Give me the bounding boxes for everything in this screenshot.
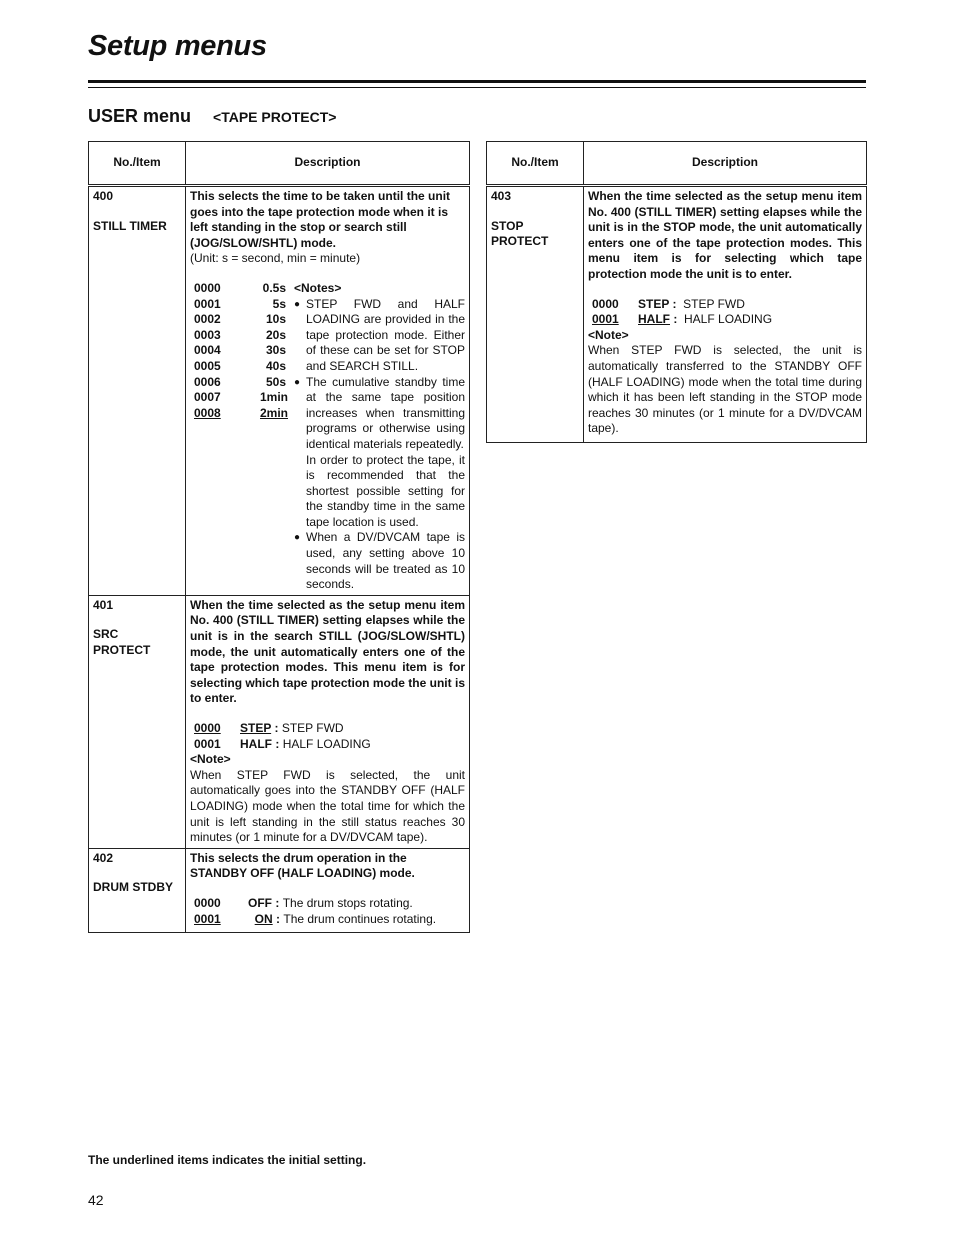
item-number: 400 bbox=[93, 189, 114, 203]
note-continuation: In order to protect the tape, it is recommended that the shortest possible setting for the standby time in the same tape location is used. bbox=[306, 452, 465, 529]
left-settings-table bbox=[88, 141, 470, 933]
item-name: PROTECT bbox=[93, 643, 151, 658]
setting-option-default: 0008 2min bbox=[194, 405, 289, 420]
item-description: This selects the drum operation in the STANDBY OFF (HALF LOADING) mode. bbox=[190, 850, 415, 881]
setting-option: 0000 0.5s bbox=[194, 280, 286, 295]
item-cell-402 bbox=[89, 848, 186, 932]
table-row-402 bbox=[89, 848, 470, 932]
note-label: <Note> bbox=[190, 752, 231, 767]
setting-option-default: 0001 ON : The drum continues rotating. bbox=[194, 911, 437, 926]
note-item: ● When a DV/DVCAM tape is used, any setting above 10 seconds will be treated as 10 seconds. bbox=[294, 530, 465, 592]
item-name: SRC bbox=[93, 627, 119, 642]
item-number: 403 bbox=[491, 189, 512, 203]
notes-label: <Notes> bbox=[294, 280, 342, 295]
menu-name: USER menu bbox=[88, 106, 192, 126]
column-header-description: Description bbox=[584, 142, 867, 186]
table-header-row bbox=[89, 142, 470, 186]
setting-option: 0007 1min bbox=[194, 390, 289, 405]
setting-option: 0001 5s bbox=[194, 296, 286, 311]
item-name: PROTECT bbox=[491, 234, 549, 249]
setting-option: 0000 OFF : The drum stops rotating. bbox=[194, 895, 413, 910]
notes-block bbox=[286, 281, 465, 593]
note-text: When STEP FWD is selected, the unit automatically goes into the STANDBY OFF (HALF LOADING) mode when the total time for which the unit is left standing in the still status reaches 30 minutes (or 1 minute for a DV/DVCAM tape). bbox=[190, 767, 465, 845]
description-cell-403 bbox=[584, 186, 867, 443]
title-rule-thick bbox=[88, 80, 866, 83]
setting-code-list bbox=[190, 280, 289, 593]
item-name: DRUM STDBY bbox=[93, 880, 173, 895]
item-name: STOP bbox=[491, 218, 524, 233]
table-row-403 bbox=[487, 186, 867, 443]
note-label: <Note> bbox=[588, 327, 629, 342]
item-cell-401 bbox=[89, 595, 186, 848]
item-description: This selects the time to be taken until the unit goes into the tape protection mode when it is left standing in the stop or search still (JOG/SLOW/SHTL) mode. bbox=[190, 189, 451, 250]
table-row-400 bbox=[89, 186, 470, 596]
item-cell-403 bbox=[487, 186, 584, 443]
item-cell-400 bbox=[89, 186, 186, 596]
table-row-401 bbox=[89, 595, 470, 848]
unit-note: (Unit: s = second, min = minute) bbox=[190, 251, 361, 266]
bullet-icon: ● bbox=[294, 376, 301, 388]
right-settings-table bbox=[486, 141, 867, 443]
description-cell-400 bbox=[186, 186, 470, 596]
item-number: 401 bbox=[93, 597, 114, 612]
description-cell-401 bbox=[186, 595, 470, 848]
bullet-icon: ● bbox=[294, 532, 301, 544]
column-header-no-item: No./Item bbox=[487, 142, 584, 186]
setting-option: 0004 30s bbox=[194, 343, 286, 358]
setting-option: 0005 40s bbox=[194, 358, 286, 373]
column-header-description: Description bbox=[186, 142, 470, 186]
footnote: The underlined items indicates the initial setting. bbox=[88, 1153, 367, 1167]
note-item: ● The cumulative standby time at the same tape position increases when transmitting programs or otherwise using identical materials repeatedly. bbox=[294, 374, 465, 451]
note-item: ● STEP FWD and HALF LOADING are provided in the tape protection mode. Either of these can be set for STOP and SEARCH STILL. bbox=[294, 296, 465, 373]
item-number: 402 bbox=[93, 850, 114, 865]
setting-option-default: 0001 HALF : HALF LOADING bbox=[592, 312, 773, 327]
setting-option: 0003 20s bbox=[194, 327, 286, 342]
page-title: Setup menus bbox=[88, 30, 267, 62]
setting-option: 0002 10s bbox=[194, 312, 286, 327]
item-name: STILL TIMER bbox=[93, 218, 167, 233]
item-description: When the time selected as the setup menu item No. 400 (STILL TIMER) setting elapses while the unit is in the search STILL (JOG/SLOW/SHTL) mode, the unit automatically enters one of the tape protection modes. This menu item is for selecting which tape protection mode the unit is to enter. bbox=[190, 597, 465, 706]
bullet-icon: ● bbox=[294, 298, 301, 310]
column-header-no-item: No./Item bbox=[89, 142, 186, 186]
section-name: <TAPE PROTECT> bbox=[213, 109, 337, 125]
table-header-row bbox=[487, 142, 867, 186]
setting-option: 0000 STEP : STEP FWD bbox=[592, 296, 745, 311]
setting-option: 0001 HALF : HALF LOADING bbox=[194, 736, 371, 751]
page-number: 42 bbox=[88, 1192, 104, 1208]
item-description: When the time selected as the setup menu item No. 400 (STILL TIMER) setting elapses while the unit is in the STOP mode, the unit automatically enters one of the tape protection modes. This menu item is for selecting which tape protection mode the unit is to enter. bbox=[588, 189, 862, 281]
description-cell-402 bbox=[186, 848, 470, 932]
note-text: When STEP FWD is selected, the unit is automatically transferred to the STANDBY OFF (HALF LOADING) mode when the total time during which it has been left standing in the STOP mode reaches 30 minutes (or 1 minute for a DV/DVCAM tape). bbox=[588, 343, 862, 436]
section-heading bbox=[88, 106, 336, 127]
setting-option-default: 0000 STEP : STEP FWD bbox=[194, 721, 344, 735]
setting-option: 0006 50s bbox=[194, 374, 286, 389]
title-rule-thin bbox=[88, 87, 866, 88]
